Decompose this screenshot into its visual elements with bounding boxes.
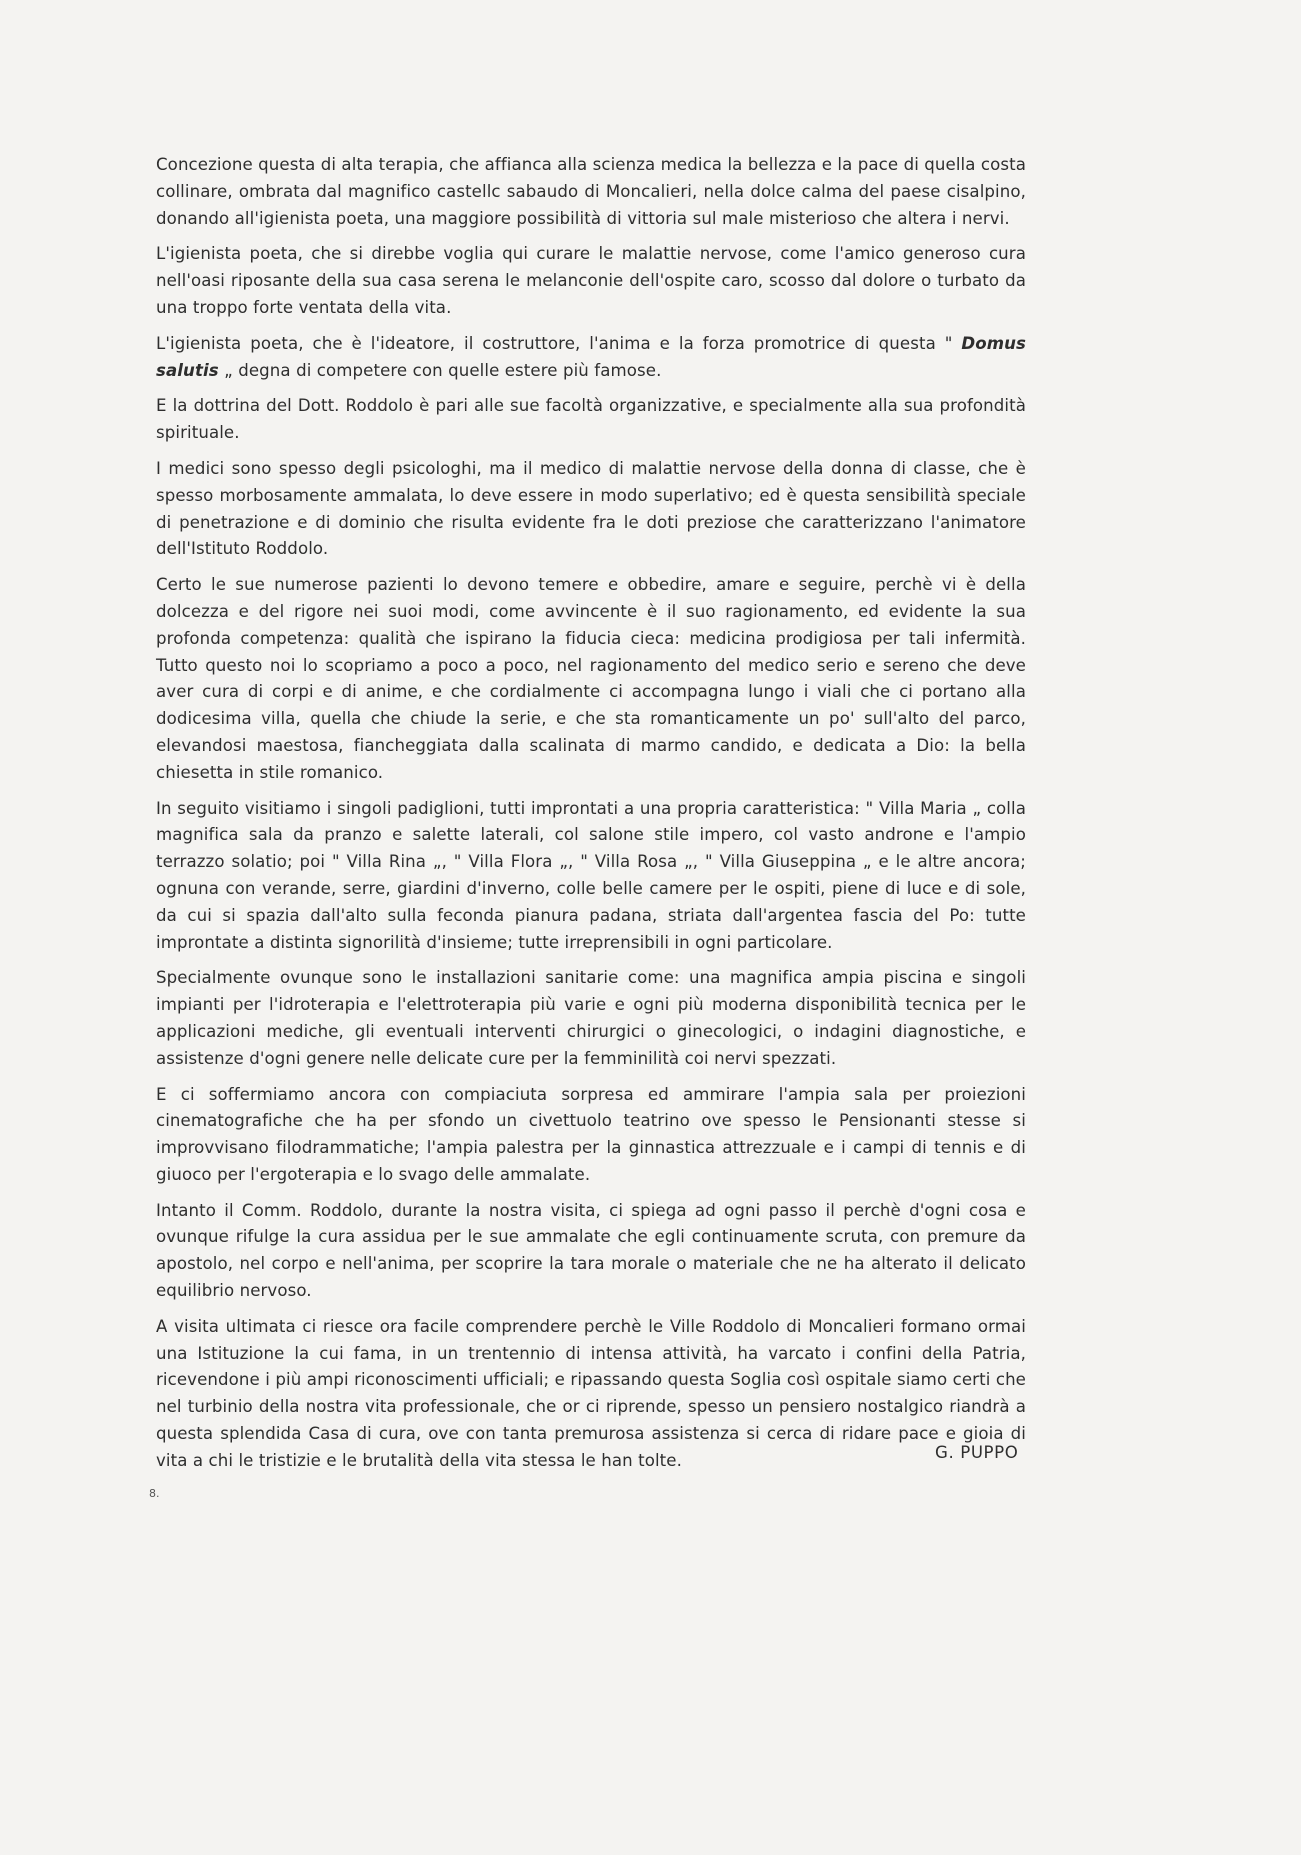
paragraph (156, 965, 1026, 1072)
page-number: 8. (149, 1487, 160, 1500)
text-segment: In seguito visitiamo i singoli padiglioni, tutti improntati a una propria caratteristica: " Villa Maria „ colla magnifica sala da pranzo e salette laterali, col salone stile impero, col vasto androne e l'ampio terrazzo solatio; poi " Villa Rina „, " Villa Flora „, " Villa Rosa „, " Villa Giuseppina „ e le altre ancora; ognuna con verande, serre, giardini d'inverno, colle belle camere per le ospiti, piene di luce e di sole, da cui si spazia dall'alto sulla feconda pianura padana, striata dall'argentea fascia del Po: tutte improntate a distinta signorilità d'insieme; tutte irreprensibili in ogni particolare. (156, 798, 1026, 952)
paragraph (156, 152, 1026, 232)
text-segment: L'igienista poeta, che è l'ideatore, il costruttore, l'anima e la forza promotrice di questa " (156, 333, 962, 353)
author-signature: G. PUPPO (935, 1443, 1019, 1462)
paragraph (156, 331, 1026, 385)
italic-phrase: Domus salutis (156, 333, 1026, 380)
text-segment: Concezione questa di alta terapia, che affianca alla scienza medica la bellezza e la pace di quella costa collinare, ombrata dal magnifico castellc sabaudo di Moncalieri, nella dolce calma del paese cisalpino, donando all'igienista poeta, una maggiore possibilità di vittoria sul male misterioso che altera i nervi. (156, 155, 1027, 228)
text-segment: L'igienista poeta, che si direbbe voglia qui curare le malattie nervose, come l'amico generoso cura nell'oasi riposante della sua casa serena le melanconie dell'ospite caro, scosso dal dolore o turbato da una troppo forte ventata della vita. (156, 244, 1026, 317)
paragraph (156, 1314, 1026, 1475)
paragraph (156, 1082, 1026, 1189)
paragraph (156, 241, 1026, 321)
paragraph (156, 456, 1026, 563)
text-segment: Specialmente ovunque sono le installazioni sanitarie come: una magnifica ampia piscina e singoli impianti per l'idroterapia e l'elettroterapia più varie e ogni più moderna disponibilità tecnica per le applicazioni mediche, gli eventuali interventi chirurgici o ginecologici, o indagini diagnostiche, e assistenze d'ogni genere nelle delicate cure per la femminilità coi nervi spezzati. (156, 968, 1026, 1068)
text-segment: I medici sono spesso degli psicologhi, ma il medico di malattie nervose della donna di classe, che è spesso morbosamente ammalata, lo deve essere in modo superlativo; ed è questa sensibilità speciale di penetrazione e di dominio che risulta evidente fra le doti preziose che caratterizzano l'animatore dell'Istituto Roddolo. (156, 458, 1026, 559)
text-segment: A visita ultimata ci riesce ora facile comprendere perchè le Ville Roddolo di Moncalieri formano ormai una Istituzione la cui fama, in un trentennio di intensa attività, ha varcato i confini della Patria, ricevendone i più ampi riconoscimenti ufficiali; e ripassando questa Soglia così ospitale siamo certi che nel turbinio della nostra vita professionale, che or ci riprende, spesso un pensiero nostalgico riandrà a questa splendida Casa di cura, ove con tanta premurosa assistenza si cerca di ridare pace e gioia di vita a chi le tristizie e le brutalità della vita stessa le han tolte. (156, 1316, 1026, 1470)
text-segment: E ci soffermiamo ancora con compiaciuta sorpresa ed ammirare l'ampia sala per proiezioni cinematografiche che ha per sfondo un civettuolo teatrino ove spesso le Pensionanti stesse si improvvisano filodrammatiche; l'ampia palestra per la ginnastica attrezzuale e i campi di tennis e di giuoco per l'ergoterapia e lo svago delle ammalate. (156, 1084, 1026, 1184)
paragraph (156, 393, 1026, 447)
text-segment: Certo le sue numerose pazienti lo devono temere e obbedire, amare e seguire, perchè vi è della dolcezza e del rigore nei suoi modi, come avvincente è il suo ragionamento, ed evidente la sua profonda competenza: qualità che ispirano la fiducia cieca: medicina prodigiosa per tali infermità. Tutto questo noi lo scopriamo a poco a poco, nel ragionamento del medico serio e sereno che deve aver cura di corpi e di anime, e che cordialmente ci accompagna lungo i viali che ci portano alla dodicesima villa, quella che chiude la serie, e che sta romanticamente un po' sull'alto del parco, elevandosi maestosa, fiancheggiata dalla scalinata di marmo candido, e dedicata a Dio: la bella chiesetta in stile romanico. (156, 575, 1026, 782)
article-body (156, 152, 1026, 1484)
text-segment: E la dottrina del Dott. Roddolo è pari alle sue facoltà organizzative, e specialmente alla sua profondità spirituale. (156, 396, 1026, 443)
text-segment: „ degna di competere con quelle estere più famose. (218, 360, 662, 380)
text-segment: Intanto il Comm. Roddolo, durante la nostra visita, ci spiega ad ogni passo il perchè d'ogni cosa e ovunque rifulge la cura assidua per le sue ammalate che egli continuamente scruta, con premure da apostolo, nel corpo e nell'anima, per scoprire la tara morale o materiale che ne ha alterato il delicato equilibrio nervoso. (156, 1200, 1026, 1301)
paragraph (156, 796, 1026, 957)
paragraph (156, 572, 1026, 786)
paragraph (156, 1198, 1026, 1305)
